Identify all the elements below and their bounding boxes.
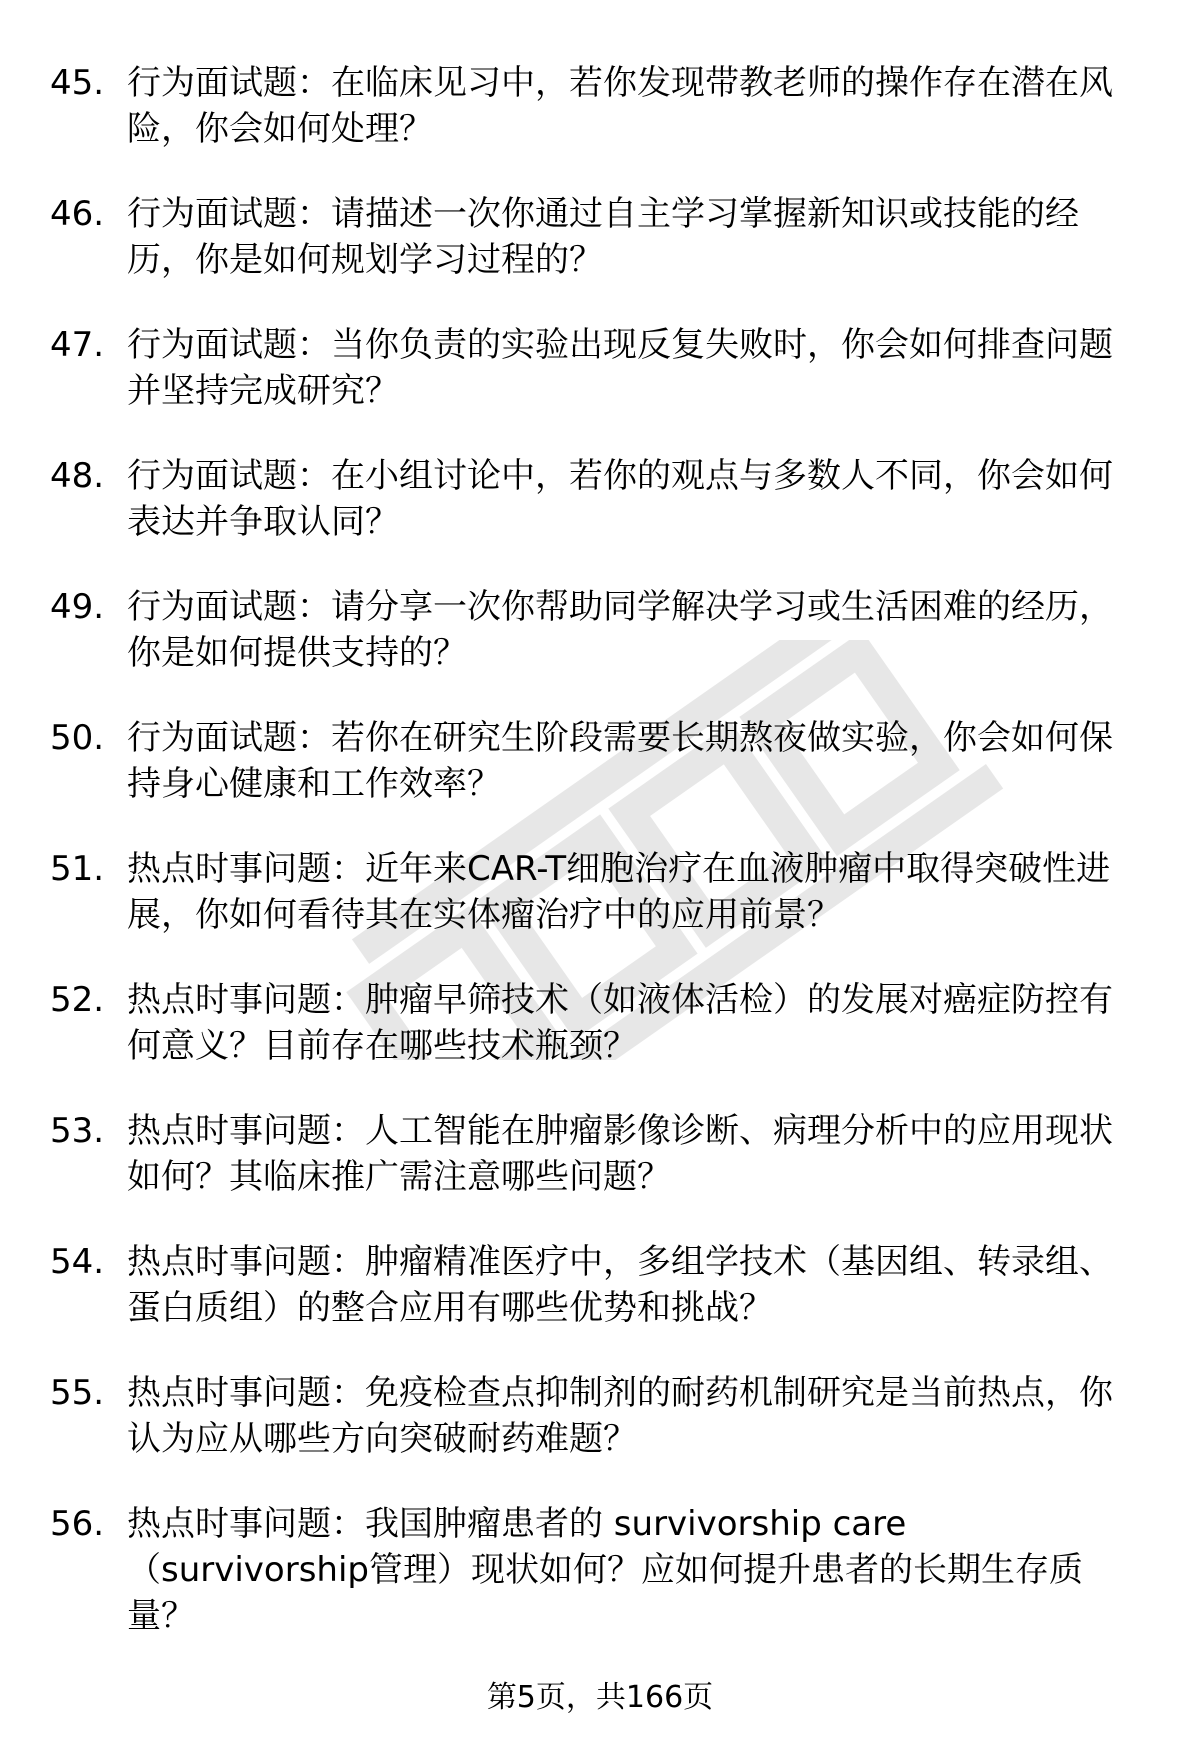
question-item [0, 1370, 1137, 1462]
question-number: 50. [50, 718, 105, 758]
question-number: 55. [50, 1373, 105, 1413]
question-number: 47. [50, 325, 105, 365]
question-number: 53. [50, 1111, 105, 1151]
question-text: 行为面试题：请描述一次你通过自主学习掌握新知识或技能的经历，你是如何规划学习过程的？ [127, 194, 1079, 280]
question-text: 行为面试题：请分享一次你帮助同学解决学习或生活困难的经历，你是如何提供支持的？ [127, 587, 1113, 673]
question-item [0, 715, 1137, 807]
question-item [0, 453, 1137, 545]
question-text: 行为面试题：在临床见习中，若你发现带教老师的操作存在潜在风险，你会如何处理？ [127, 63, 1113, 149]
question-text: 热点时事问题：免疫检查点抑制剂的耐药机制研究是当前热点，你认为应从哪些方向突破耐药难题？ [127, 1373, 1113, 1459]
question-number: 54. [50, 1242, 105, 1282]
question-item [0, 1239, 1137, 1331]
question-number: 45. [50, 63, 105, 103]
question-number: 46. [50, 194, 105, 234]
question-text: 热点时事问题：肿瘤精准医疗中，多组学技术（基因组、转录组、蛋白质组）的整合应用有哪些优势和挑战？ [127, 1242, 1113, 1328]
question-text: 热点时事问题：人工智能在肿瘤影像诊断、病理分析中的应用现状如何？其临床推广需注意哪些问题？ [127, 1111, 1113, 1197]
question-number: 49. [50, 587, 105, 627]
question-item [0, 1501, 1137, 1639]
question-list [0, 60, 1200, 1678]
question-text: 行为面试题：当你负责的实验出现反复失败时，你会如何排查问题并坚持完成研究？ [127, 325, 1113, 411]
question-item [0, 60, 1137, 152]
question-text: 热点时事问题：近年来CAR-T细胞治疗在血液肿瘤中取得突破性进展，你如何看待其在实体瘤治疗中的应用前景？ [127, 849, 1111, 935]
question-text: 行为面试题：在小组讨论中，若你的观点与多数人不同，你会如何表达并争取认同？ [127, 456, 1113, 542]
question-item [0, 977, 1137, 1069]
question-number: 52. [50, 980, 105, 1020]
question-item [0, 191, 1137, 283]
question-item [0, 846, 1137, 938]
question-item [0, 322, 1137, 414]
question-text: 行为面试题：若你在研究生阶段需要长期熬夜做实验，你会如何保持身心健康和工作效率？ [127, 718, 1113, 804]
question-number: 48. [50, 456, 105, 496]
question-item [0, 584, 1137, 676]
question-item [0, 1108, 1137, 1200]
question-number: 56. [50, 1504, 105, 1544]
question-text: 热点时事问题：肿瘤早筛技术（如液体活检）的发展对癌症防控有何意义？目前存在哪些技术瓶颈？ [127, 980, 1113, 1066]
question-number: 51. [50, 849, 105, 889]
question-text: 热点时事问题：我国肿瘤患者的 survivorship care（survivorship管理）现状如何？应如何提升患者的长期生存质量？ [127, 1504, 1083, 1636]
page-number-footer: 第5页，共166页 [486, 1680, 714, 1715]
